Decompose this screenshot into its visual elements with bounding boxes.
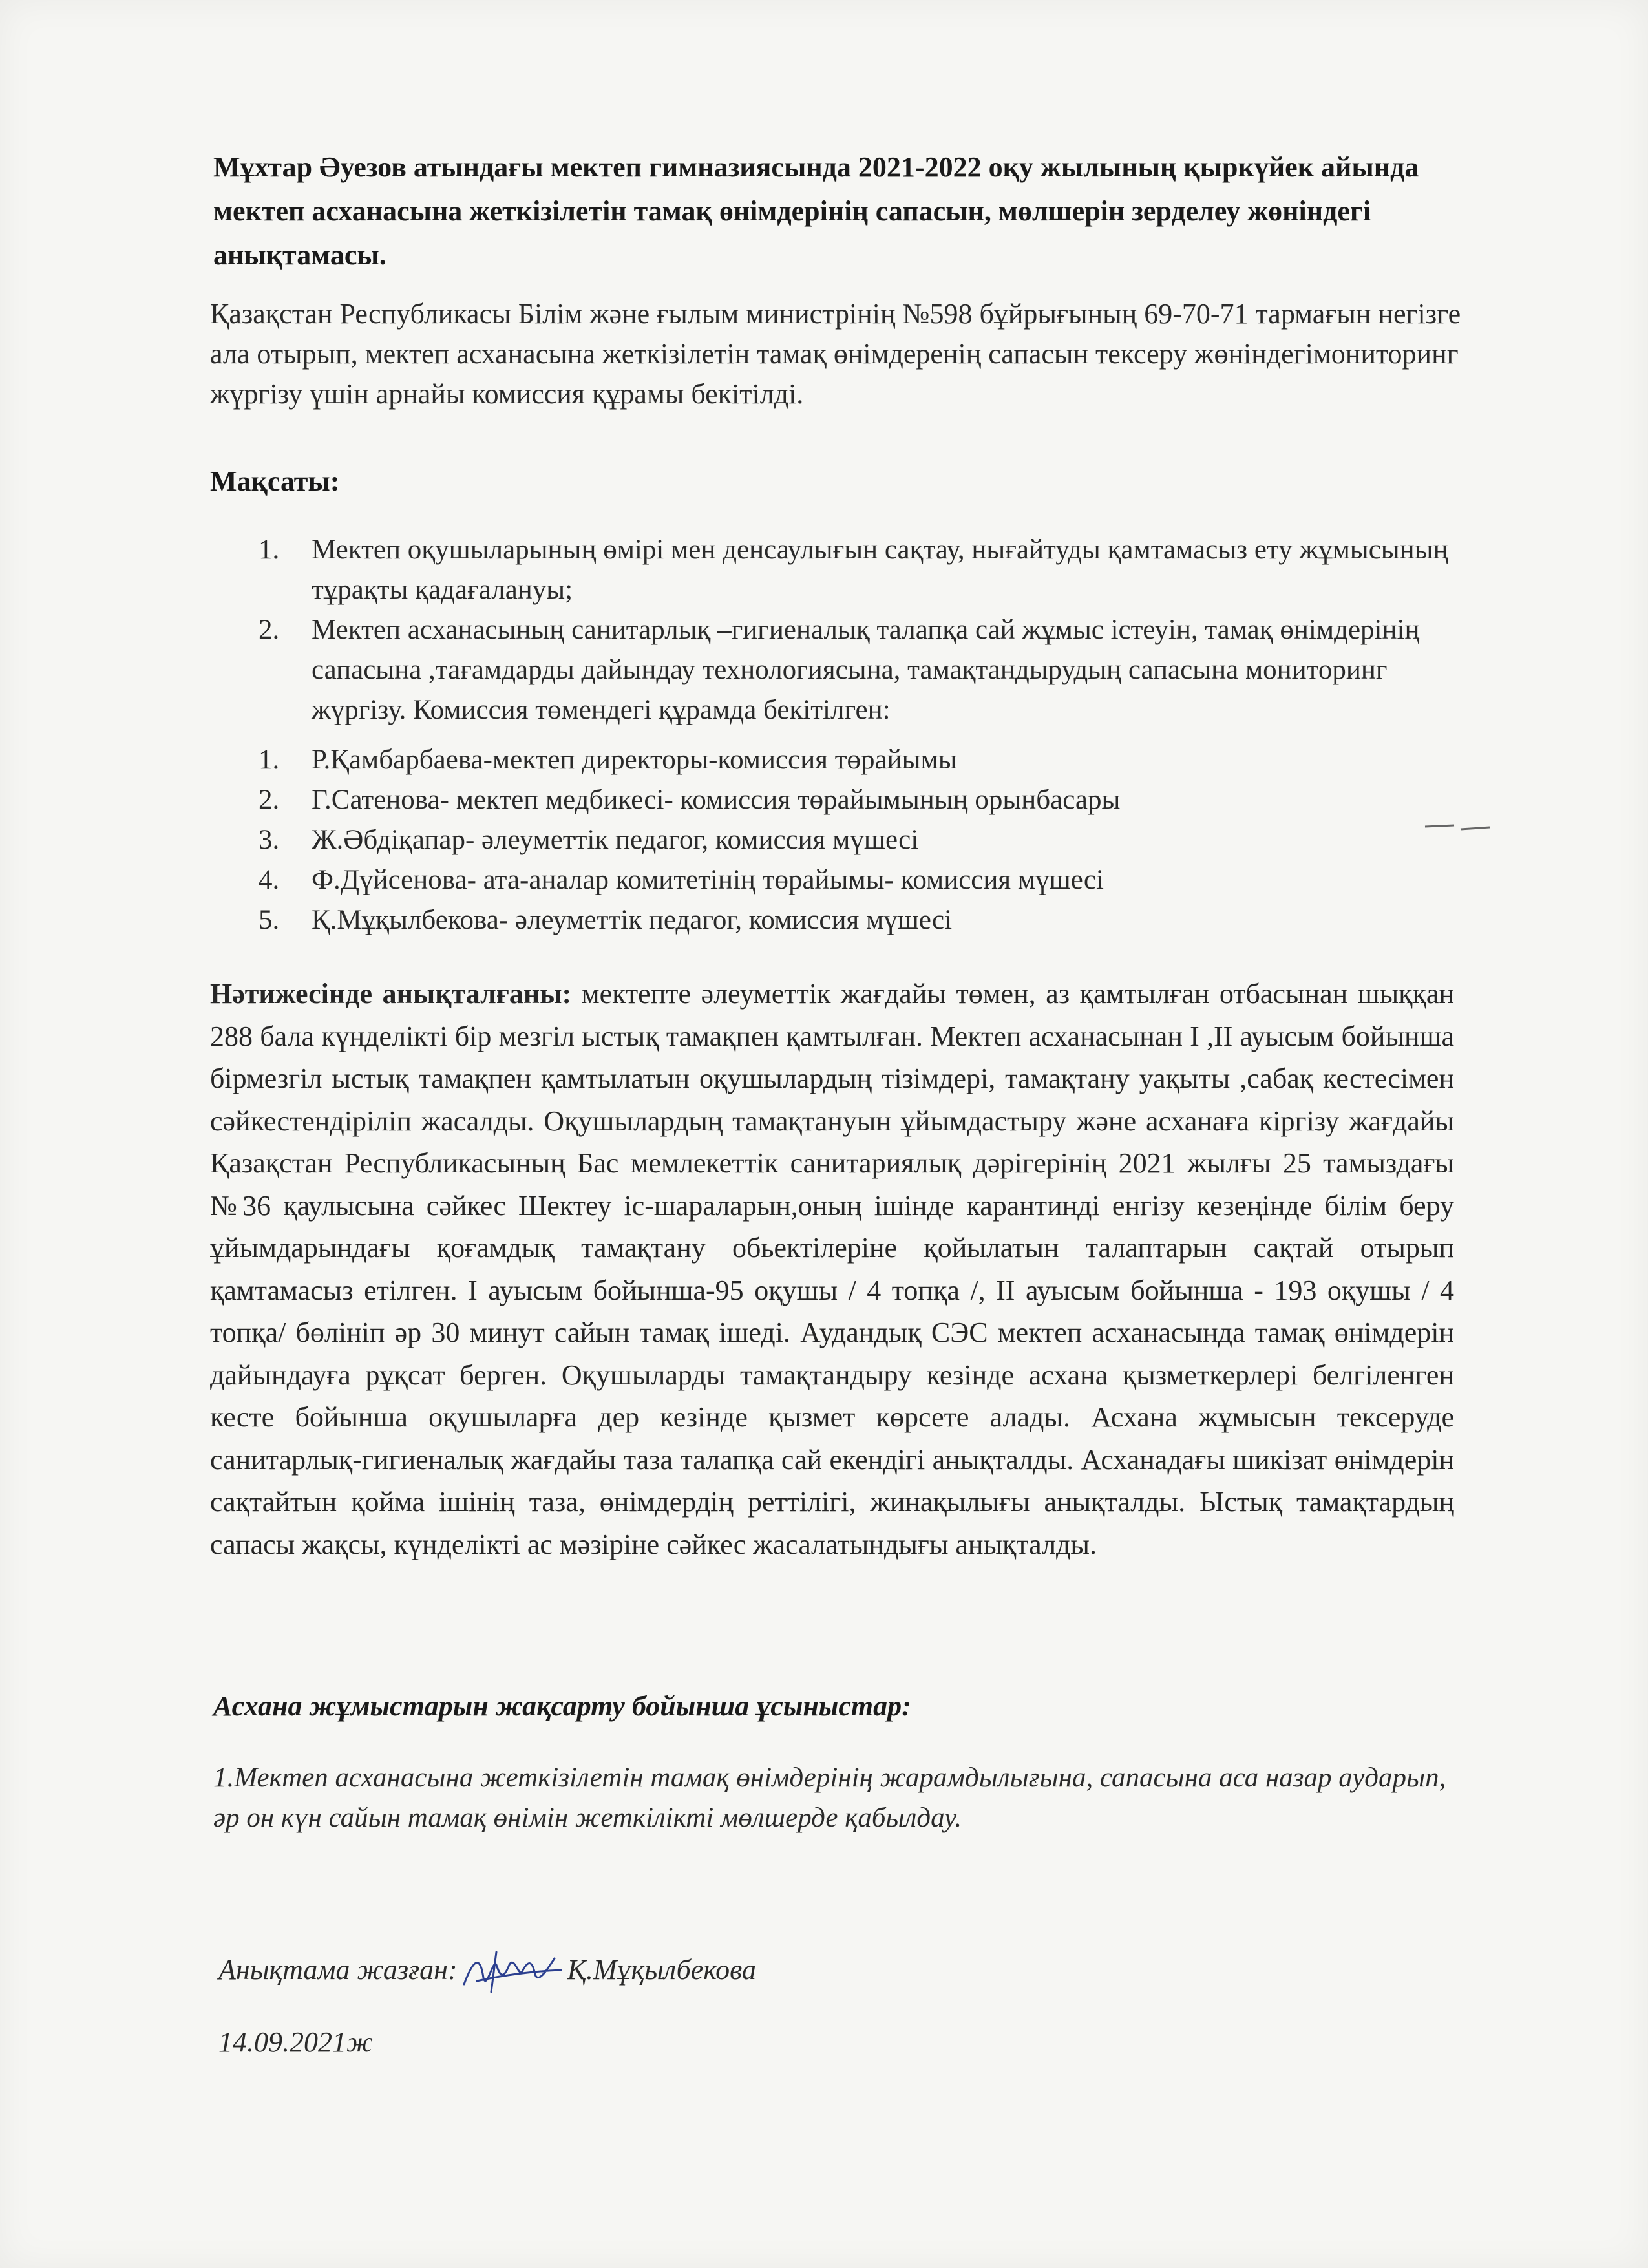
member-item xyxy=(259,780,1474,820)
results-paragraph xyxy=(210,973,1454,1565)
member-number: 3. xyxy=(259,825,280,855)
author-label: Анықтама жазған: xyxy=(218,1954,458,1986)
member-number: 2. xyxy=(259,785,280,815)
author-line xyxy=(218,1945,756,1997)
member-text: Р.Қамбарбаева-мектеп директоры-комиссия төрайымы xyxy=(312,745,957,775)
member-text: Ф.Дүйсенова- ата-аналар комитетінің төрайымы- комиссия мүшесі xyxy=(312,865,1104,895)
member-number: 4. xyxy=(259,865,280,895)
commission-members-list xyxy=(259,740,1474,940)
intro-paragraph: Қазақстан Республикасы Білім және ғылым министрінің №598 бұйрығының 69-70-71 тармағын негізге ала отырып, мектеп асханасына жеткізілетін тамақ өнімдеренің сапасын тексеру жөніндегімониторинг жүргізу үшін арнайы комиссия құрамы бекітілді. xyxy=(210,298,1461,410)
document-title: Мұхтар Әуезов атындағы мектеп гимназиясында 2021-2022 оқу жылының қыркүйек айында мектеп асханасына жеткізілетін тамақ өнімдерінің сапасын, мөлшерін зерделеу жөніндегі анықтамасы. xyxy=(213,151,1419,271)
document-date: 14.09.2021ж xyxy=(218,2026,373,2058)
member-item xyxy=(259,860,1474,900)
member-number: 1. xyxy=(259,745,280,775)
author-name: Қ.Мұқылбекова xyxy=(567,1954,756,1986)
goal-item xyxy=(259,530,1474,610)
member-item xyxy=(259,820,1474,860)
recommendation-item: 1.Мектеп асханасына жеткізілетін тамақ өнімдерінің жарамдылығына, сапасына аса назар аударып, әр он күн сайын тамақ өнімін жеткілікті мөлшерде қабылдау. xyxy=(213,1763,1446,1833)
signature-image xyxy=(458,1945,567,1997)
goal-text: Мектеп оқушыларының өмірі мен денсаулығын сақтау, нығайтуды қамтамасыз ету жұмысының тұрақты қадағалануы; xyxy=(312,535,1448,605)
goal-number: 2. xyxy=(259,615,280,645)
member-text: Қ.Мұқылбекова- әлеуметтік педагог, комиссия мүшесі xyxy=(312,905,953,935)
results-lead: Нәтижесінде анықталғаны: xyxy=(210,978,572,1010)
results-text: мектепте әлеуметтік жағдайы төмен, аз қамтылған отбасынан шыққан 288 бала күнделікті бір мезгіл ыстық тамақпен қамтылған. Мектеп асханасынан І ,ІІ ауысым бойынша бірмезгіл ыстық тамақпен қамтылатын оқушылардың тізімдері, тамақтану уақыты ,сабақ кестесімен сәйкестендіріліп жасалды. Оқушылардың тамақтануын ұйымдастыру және асханаға кіргізу жағдайы Қазақстан Республикасының Бас мемлекеттік санитариялық дәрігерінің 2021 жылғы 25 тамыздағы №36 қаулысына сәйкес Шектеу іс-шараларын,оның ішінде карантинді енгізу кезеңінде білім беру ұйымдарындағы қоғамдық тамақтану обьектілеріне қойылатын талаптарын сақтай отырып қамтамасыз етілген. І ауысым бойынша-95 оқушы / 4 топқа /, ІІ ауысым бойынша - 193 оқушы / 4 топқа/ бөлініп әр 30 минут сайын тамақ ішеді. Аудандық СЭС мектеп асханасында тамақ өнімдерін дайындауға рұқсат берген. Оқушыларды тамақтандыру кезінде асхана қызметкерлері белгіленген кесте бойынша оқушыларға дер кезінде қызмет көрсете алады. Асхана жұмысын тексеруде санитарлық-гигиеналық жағдайы таза талапқа сай екендігі анықталды. Асханадағы шикізат өнімдерін сақтайтын қойма ішінің таза, өнімдердің реттілігі, жинақылығы анықталды. Ыстық тамақтардың сапасы жақсы, күнделікті ас мәзіріне сәйкес жасалатындығы анықталды. xyxy=(210,978,1454,1560)
member-text: Ж.Әбдіқапар- әлеуметтік педагог, комиссия мүшесі xyxy=(312,825,919,855)
member-text: Г.Сатенова- мектеп медбикесі- комиссия төрайымының орынбасары xyxy=(312,785,1121,815)
goal-item xyxy=(259,610,1474,730)
member-number: 5. xyxy=(259,905,280,935)
member-item xyxy=(259,740,1474,780)
goals-list xyxy=(259,530,1474,730)
goal-number: 1. xyxy=(259,535,280,565)
goal-text: Мектеп асханасының санитарлық –гигиеналық талапқа сай жұмыс істеуін, тамақ өнімдерінің сапасына ,тағамдарды дайындау технологиясына, тамақтандырудың сапасына мониторинг жүргізу. Комиссия төмендегі құрамда бекітілген: xyxy=(312,615,1420,725)
goals-heading: Мақсаты: xyxy=(210,465,340,497)
member-item xyxy=(259,900,1474,940)
recommendations-heading: Асхана жұмыстарын жақсарту бойынша ұсыныстар: xyxy=(213,1690,911,1722)
pen-mark xyxy=(1422,818,1493,837)
